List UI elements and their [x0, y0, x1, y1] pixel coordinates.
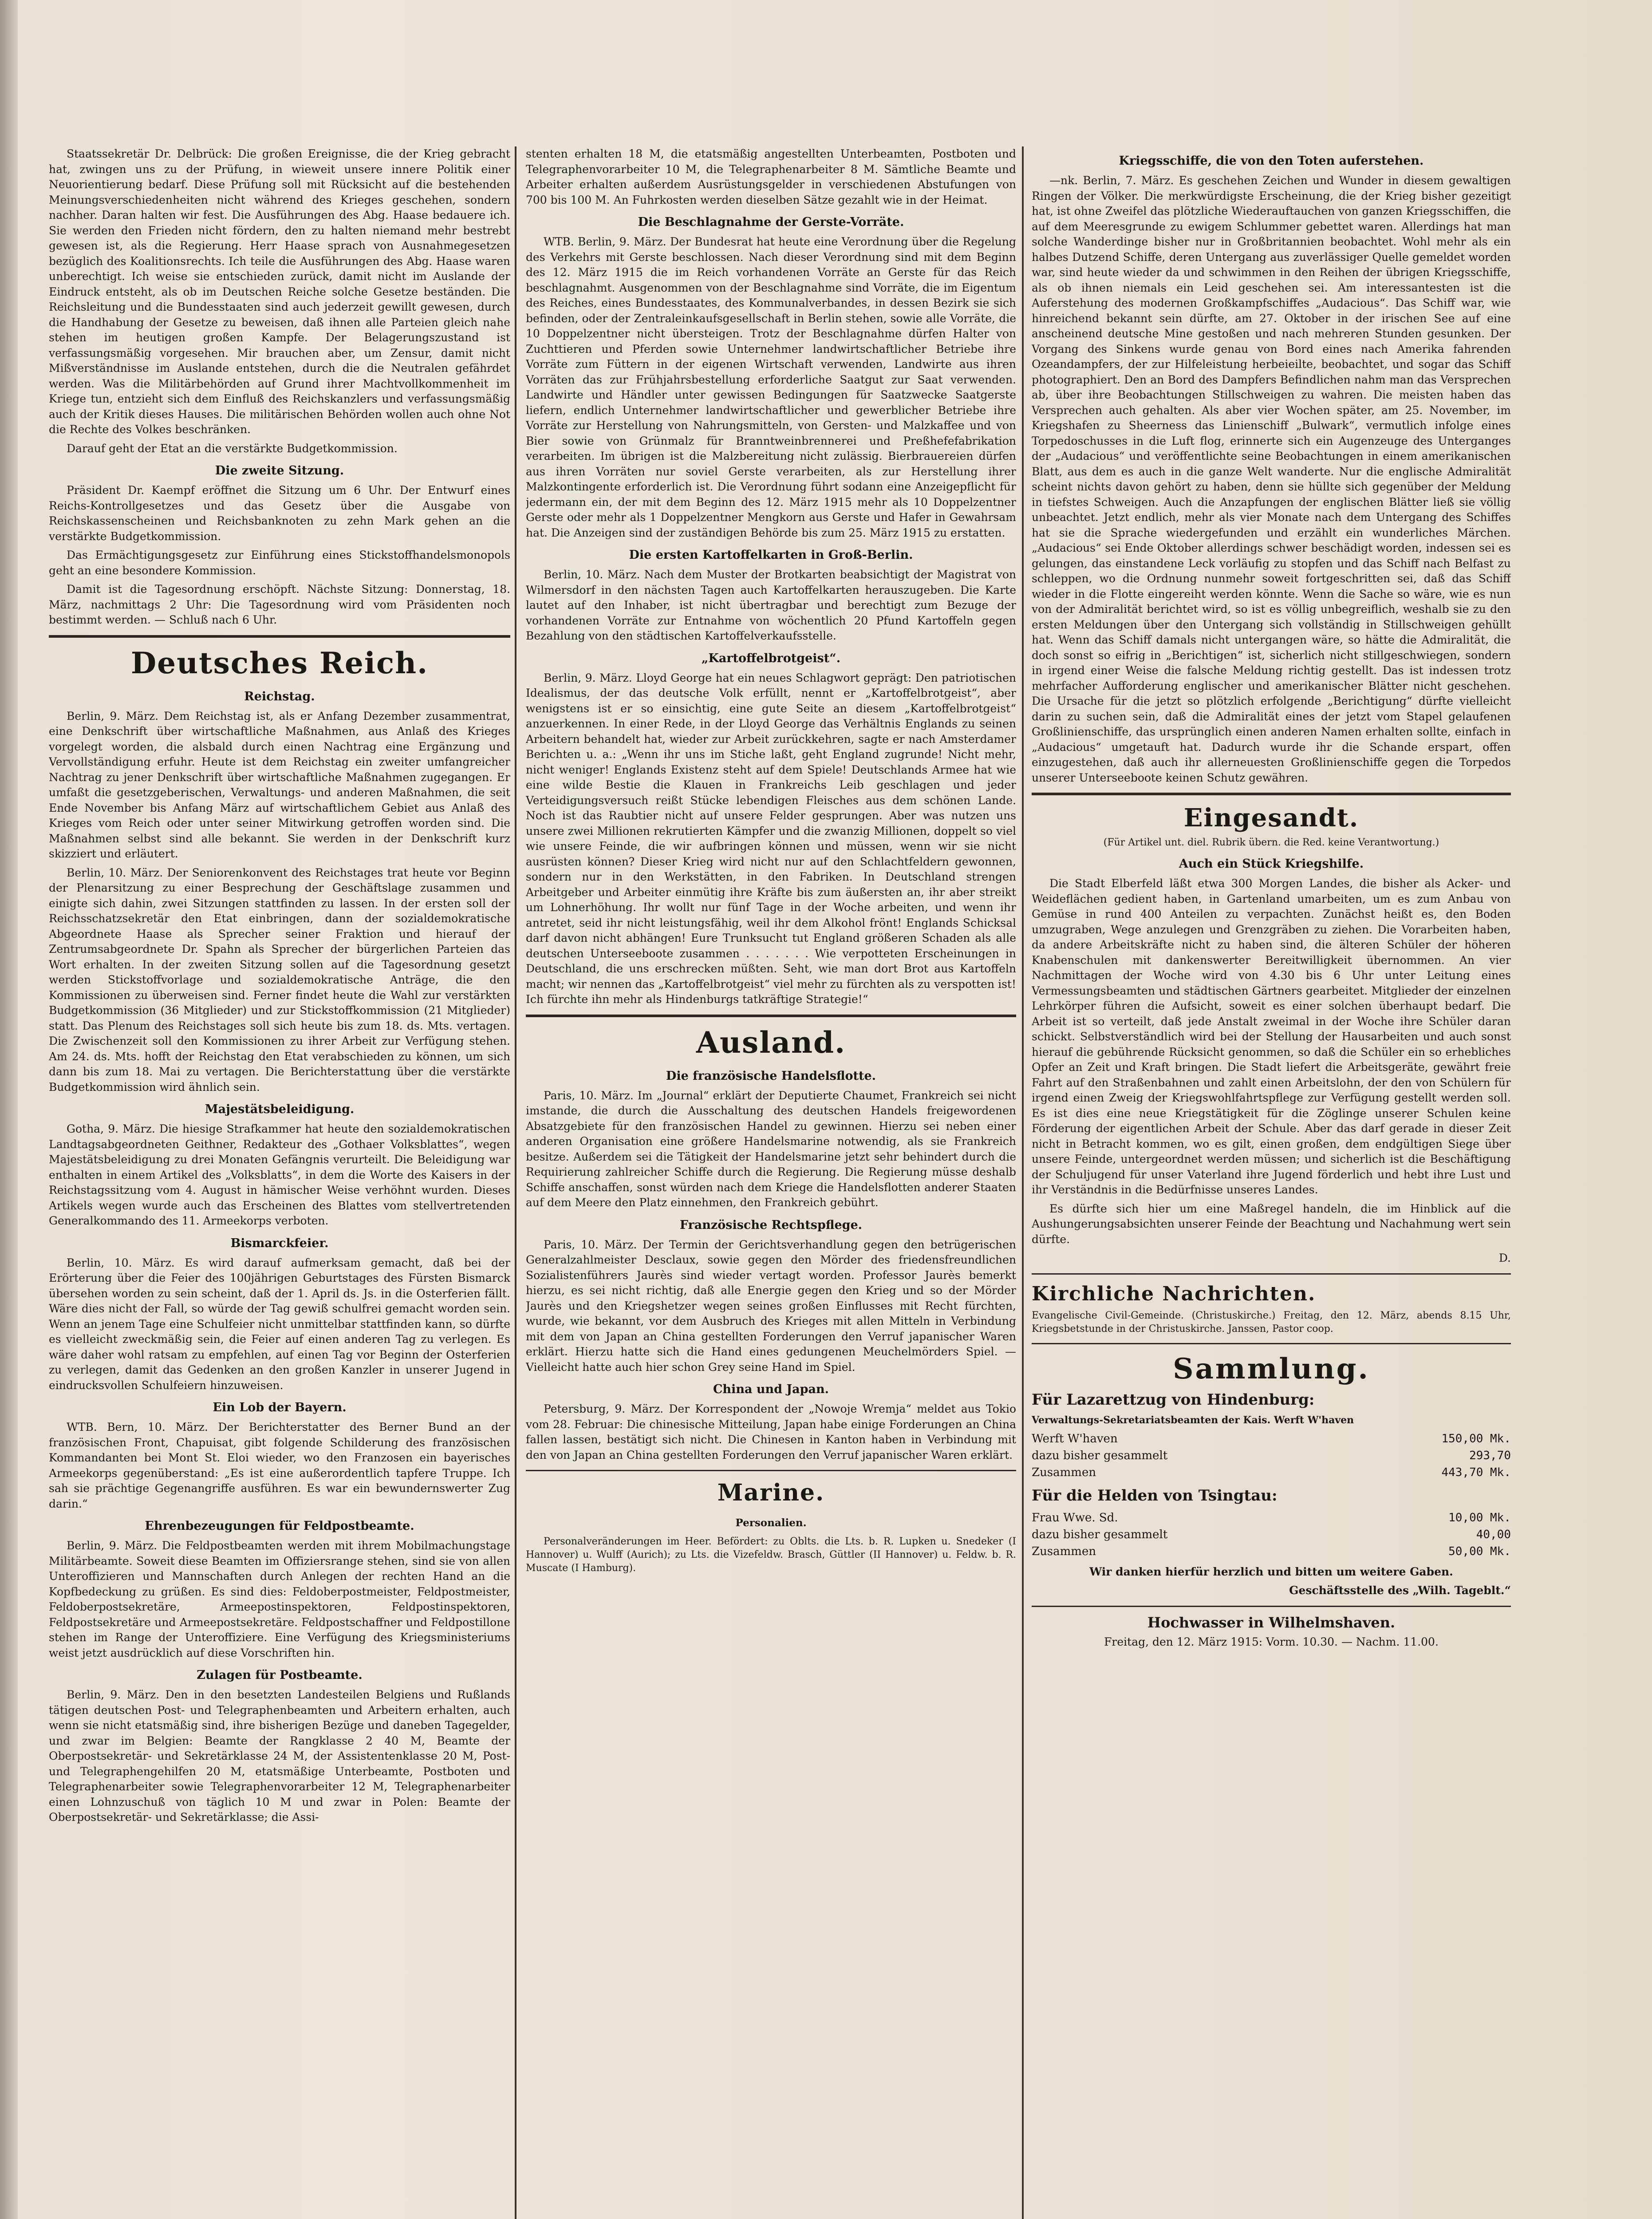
article-paragraph: Personalveränderungen im Heer. Befördert: zu Oblts. die Lts. b. R. Lupken u. Snedeker (I Hannover) u. Wulff (Aurich); zu Lts. die Vizefeldw. Brasch, Güttler (II Hannover) u. Feldw. b. R. Muscate (I Hamburg).	[526, 1536, 1016, 1574]
article-paragraph: Petersburg, 9. März. Der Korrespondent der „Nowoje Wremja“ meldet aus Tokio vom 28. Februar: Die chinesische Mitteilung, Japan habe einige Forderungen an China fallen lassen, bestätigt sich nicht. Die Chinesen in Kanton haben in Verbindung mit den von Japan an China gestellten Forderungen den Verruf japanischer Waren erklärt.	[526, 1402, 1016, 1461]
article-paragraph: Berlin, 9. März. Den in den besetzten Landesteilen Belgiens und Rußlands tätigen deutschen Post- und Telegraphenbeamten und Arbeitern erhalten, auch wenn sie nicht etatsmäßig sind, ihre bisherigen Bezüge und daneben Tagegelder, und zwar im Belgien: Beamte der Rangklasse 2 40 M, Beamte der Oberpostsekretär- und Sekretärklasse 24 M, der Assistentenklasse 20 M, Post- und Telegraphengehilfen 20 M, etatsmäßige Unterbeamte, Postboten und Telegraphenarbeiter sowie Telegraphenvorarbeiter 12 M, Telegraphenarbeiter einen Lohnzuschuß von täglich 10 M und zwar in Polen: Beamte der Oberpostsekretär- und Sekretärklasse; die Assi-	[49, 1688, 510, 1824]
article-paragraph: Die Stadt Elberfeld läßt etwa 300 Morgen Landes, die bisher als Acker- und Weideflächen gedient haben, in Gartenland umarbeiten, um es zum Anbau von Gemüse in rund 400 Anteilen zu verpachten. Zunächst heißt es, den Boden umzugraben, Wege anzulegen und Grenzgräben zu ziehen. Die Vorarbeiten haben, da andere Arbeitskräfte nicht zu haben sind, die älteren Schüler der höheren Knabenschulen mit dankenswerter Bereitwilligkeit übernommen. An vier Nachmittagen der Woche wird von 4.30 bis 6 Uhr unter Leitung eines Vermessungsbeamten und städtischen Gärtners gearbeitet. Mitglieder der einzelnen Lehrkörper führen die Aufsicht, soweit es einer solchen überhaupt bedarf. Die Arbeit ist so verteilt, daß jede Anstalt zweimal in der Woche ihre Schüler daran schickt. Selbstverständlich wird bei der Stellung der Hausarbeiten und auch sonst hierauf die gebührende Rücksicht genommen, so daß die Schüler ein so erhebliches Opfer an Zeit und Kraft bringen. Die Stadt liefert die Arbeitsgeräte, gewährt freie Fahrt auf den Straßenbahnen und zahlt einen Arbeitslohn, der den von Schülern für irgend einen Zweig der Kriegswohlfahrtspflege zur Verfügung gestellt werden soll. Es ist dies eine neue Kriegstätigkeit für die Zöglinge unserer Schulen keine Förderung der eigentlichen Arbeit der Schule. Aber das darf gerade in dieser Zeit nicht in Betracht kommen, wo es gilt, einen großen, dem endgültigen Siege über unsere Feinde, untergeordnet werden müssen; und sicherlich ist die Beschäftigung der Schuljugend für unser Vaterland ihre Jugend förderlich und hebt ihre Lust und ihr Verständnis in die Bedürfnisse unseres Landes.	[1032, 877, 1511, 1196]
article-paragraph: stenten erhalten 18 M, die etatsmäßig angestellten Unterbeamten, Postboten und Telegraphenvorarbeiter 10 M, die Telegraphenarbeiter 8 M. Sämtliche Beamte und Arbeiter erhalten außerdem Ausrüstungsgelder in verschiedenen Abstufungen von 700 bis 100 M. An Fuhrkosten werden dieselben Sätze gezahlt wie in der Heimat.	[526, 147, 1016, 206]
section-heading: „Kartoffelbrotgeist“.	[701, 651, 841, 665]
section-heading: Kriegsschiffe, die von den Toten auferstehen.	[1119, 154, 1424, 168]
article-paragraph: Berlin, 10. März. Es wird darauf aufmerksam gemacht, daß bei der Erörterung über die Feier des 100jährigen Geburtstages des Fürsten Bismarck übersehen worden zu sein scheint, daß der 1. April ds. Js. in die Osterferien fällt. Wäre dies nicht der Fall, so würde der Tag gewiß schulfrei gemacht worden sein. Wenn an jenem Tage eine Schulfeier nicht unmittelbar stattfinden kann, so dürfte es vielleicht zweckmäßig sein, die Feier auf einen anderen Tag zu verlegen. Es wäre daher wohl ratsam zu empfehlen, auf einen Tag vor Beginn der Osterferien zu verlegen, damit das Gedenken an den großen Kanzler in unserer Jugend in eindrucksvollen Schulfeiern hinzuweisen.	[49, 1256, 510, 1392]
collection-row: dazu bisher gesammelt 293,70	[1032, 1449, 1511, 1462]
section-heading: Die ersten Kartoffelkarten in Groß-Berlin.	[629, 548, 913, 562]
column-rule-1	[515, 146, 516, 2219]
section-heading: Reichstag.	[244, 689, 315, 703]
tide-times: Freitag, den 12. März 1915: Vorm. 10.30. — Nachm. 11.00.	[1104, 1635, 1439, 1648]
article-paragraph: WTB. Berlin, 9. März. Der Bundesrat hat heute eine Verordnung über die Regelung des Verkehrs mit Gerste beschlossen. Nach dieser Verordnung sind mit dem Beginn des 12. März 1915 die im Reich vorhandenen Vorräte an Gerste für das Reich beschlagnahmt. Ausgenommen von der Beschlagnahme sind Vorräte, die im Eigentum des Reiches, eines Bundesstaates, des Kommunalverbandes, in dessen Bezirk sie sich befinden, oder der Zentraleinkaufsgesellschaft in Berlin stehen, sowie alle Vorräte, die 10 Doppelzentner nicht übersteigen. Trotz der Beschlagnahme dürfen Halter von Zuchttieren und Pferden sowie Unternehmer landwirtschaftlicher Betriebe ihre Vorräte zum Füttern in der eigenen Wirtschaft verwenden, Landwirte aus ihren Vorräten das zur Frühjahrsbestellung erforderliche Saatgut zur Saat verwenden. Landwirte und Händler unter gewissen Bedingungen für Saatzwecke Saatgerste liefern, endlich Unternehmer landwirtschaftlicher und gewerblicher Betriebe ihre Vorräte zur Herstellung von Nahrungsmitteln, von Gersten- und Malzkaffee und von Bier sowie von Grünmalz für Branntweinbrennerei und Preßhefefabrikation verarbeiten. Im übrigen ist die Malzbereitung nicht zulässig. Bierbrauereien dürfen aus ihren Vorräten nur soviel Gerste verarbeiten, als zur Herstellung ihrer Malzkontingente erforderlich ist. Die Verordnung führt sodann eine Anzeigepflicht für jedermann ein, der mit dem Beginn des 12. März 1915 mehr als 10 Doppelzentner Gerste oder mehr als 1 Doppelzentner Mengkorn aus Gerste und Hafer in Gewahrsam hat. Die Anzeigen sind der zuständigen Behörde bis zum 25. März 1915 zu erstatten.	[526, 235, 1016, 539]
department-title: Marine.	[717, 1479, 825, 1506]
section-heading: Die französische Handelsflotte.	[666, 1069, 876, 1083]
article-paragraph: Berlin, 10. März. Nach dem Muster der Brotkarten beabsichtigt der Magistrat von Wilmersdorf in den nächsten Tagen auch Kartoffelkarten herauszugeben. Die Karte lautet auf den Inhaber, ist nicht übertragbar und berechtigt zum Bezuge der vorhandenen Vorräte zur Entnahme von wöchentlich 20 Pfund Kartoffeln gegen Bezahlung von den städtischen Kartoffelverkaufsstelle.	[526, 568, 1016, 642]
column-3	[1032, 146, 1511, 2219]
binding-shadow	[0, 0, 18, 2219]
section-rule	[1032, 1343, 1511, 1344]
church-notice: Evangelische Civil-Gemeinde. (Christuskirche.) Freitag, den 12. März, abends 8.15 Uhr, Kriegsbetstunde in der Christuskirche. Janssen, Pastor coop.	[1032, 1310, 1511, 1335]
article-paragraph: Das Ermächtigungsgesetz zur Einführung eines Stickstoffhandelsmonopols geht an eine besondere Kommission.	[49, 549, 510, 577]
article-paragraph: Gotha, 9. März. Die hiesige Strafkammer hat heute den sozialdemokratischen Landtagsabgeordneten Geithner, Redakteur des „Gothaer Volksblattes“, wegen Majestätsbeleidigung zu drei Monaten Gefängnis verurteilt. Die Beleidigung war enthalten in einem Artikel des „Volksblatts“, in dem die Worte des Kaisers in der Reichstagssitzung vom 4. August in hämischer Weise verhöhnt wurden. Dieses Artikels wegen wurde auch das Erscheinen des Blattes vom stellvertretenden Generalkommando des 11. Armeekorps verboten.	[49, 1122, 510, 1227]
section-heading: Zulagen für Postbeamte.	[197, 1668, 363, 1682]
collection-thanks: Wir danken hierfür herzlich und bitten um weitere Gaben.	[1089, 1565, 1453, 1578]
section-heading: Die Beschlagnahme der Gerste-Vorräte.	[638, 215, 904, 229]
department-title: Kirchliche Nachrichten.	[1032, 1282, 1316, 1305]
collection-donor: Verwaltungs-Sekretariatsbeamten der Kais. Werft W'haven	[1032, 1414, 1354, 1426]
article-paragraph: WTB. Bern, 10. März. Der Berichterstatter des Berner Bund an der französischen Front, Chapuisat, gibt folgende Schilderung des französischen Kommandanten bei Mont St. Eloi wieder, wo den Franzosen ein bayerisches Armeekorps gegenüberstand: „Es ist eine außerordentlich tapfere Truppe. Ich sah sie prächtige Gegenangriffe ausführen. Es war ein bewundernswerter Zug darin.“	[49, 1421, 510, 1510]
collection-list-tsingtau	[1032, 1509, 1511, 1560]
article-paragraph: Präsident Dr. Kaempf eröffnet die Sitzung um 6 Uhr. Der Entwurf eines Reichs-Kontrollgesetzes und das Gesetz über die Ausgabe von Reichskassenscheinen und Reichsbanknoten zu zehn Mark gehen an die verstärkte Budgetkommission.	[49, 484, 510, 543]
article-paragraph: Paris, 10. März. Im „Journal“ erklärt der Deputierte Chaumet, Frankreich sei nicht imstande, die durch die Ausschaltung des deutschen Handels freigewordenen Absatzgebiete für den französischen Handel zu gewinnen. Hierzu sei neben einer anderen Organisation eine größere Handelsmarine notwendig, als sie Frankreich besitze. Außerdem sei die Tätigkeit der Handelsmarine jetzt sehr behindert durch die Requirierung zahlreicher Schiffe durch die Regierung. Die Regierung müsse deshalb Schiffe anschaffen, sonst würden nach dem Kriege die Handelsflotten anderer Staaten auf dem Meere den Platz einnehmen, den Frankreich gebührt.	[526, 1089, 1016, 1209]
collection-row: Zusammen 50,00 Mk.	[1032, 1544, 1511, 1558]
column-rule-2	[1022, 146, 1024, 2219]
collection-heading: Für Lazarettzug von Hindenburg:	[1032, 1390, 1315, 1409]
section-heading: Ein Lob der Bayern.	[213, 1401, 347, 1414]
section-rule	[49, 635, 510, 638]
collection-list-lazarett	[1032, 1430, 1511, 1481]
section-rule	[526, 1470, 1016, 1471]
article-paragraph: Berlin, 9. März. Dem Reichstag ist, als er Anfang Dezember zusammentrat, eine Denkschrift über wirtschaftliche Maßnahmen, aus Anlaß des Krieges vorgelegt worden, die alsbald durch einen Nachtrag eine Ergänzung und Vervollständigung erfuhr. Heute ist dem Reichstag ein zweiter umfangreicher Nachtrag zu jener Denkschrift über wirtschaftliche Maßnahmen zugegangen. Er umfaßt die gesetzgeberischen, Verwaltungs- und anderen Maßnahmen, die seit Ende November bis Anfang März auf wirtschaftlichem Gebiet aus Anlaß des Krieges vom Reich oder unter seiner Mitwirkung getroffen worden sind. Die Maßnahmen selbst sind alle bekannt. Sie werden in der Denkschrift kurz skizziert und erläutert.	[49, 709, 510, 860]
section-rule	[1032, 1273, 1511, 1275]
department-title: Eingesandt.	[1183, 803, 1359, 833]
article-paragraph: Berlin, 9. März. Die Feldpostbeamten werden mit ihrem Mobilmachungstage Militärbeamte. Soweit diese Beamten im Offiziersrange stehen, sind sie von allen Unteroffizieren und Mannschaften durch Anlegen der rechten Hand an die Kopfbedeckung zu grüßen. Es sind dies: Feldoberpostmeister, Feldpostmeister, Feldoberpostsekretäre, Armeepostinspektoren, Feldpostinspektoren, Feldpostsekretäre und Armeepostsekretäre. Feldpostschaffner und Feldpostillone stehen im Range der Unteroffiziere. Eine Verfügung des Kriegsministeriums weist jetzt ausdrücklich auf diese Vorschriften hin.	[49, 1539, 510, 1659]
article-paragraph: Damit ist die Tagesordnung erschöpft. Nächste Sitzung: Donnerstag, 18. März, nachmittags 2 Uhr: Die Tagesordnung wird vom Präsidenten noch bestimmt werden. — Schluß nach 6 Uhr.	[49, 583, 510, 626]
section-rule	[1032, 793, 1511, 795]
section-rule	[1032, 1606, 1511, 1607]
section-heading: Personalien.	[735, 1517, 807, 1529]
section-heading: Auch ein Stück Kriegshilfe.	[1179, 857, 1364, 871]
section-heading: Die zweite Sitzung.	[215, 464, 344, 478]
department-title: Ausland.	[696, 1025, 846, 1060]
article-paragraph: Darauf geht der Etat an die verstärkte Budgetkommission.	[67, 442, 398, 455]
signature: D.	[1498, 1252, 1511, 1264]
disclaimer-note: (Für Artikel unt. diel. Rubrik übern. die Red. keine Verantwortung.)	[1103, 837, 1439, 848]
section-heading: Bismarckfeier.	[230, 1236, 329, 1250]
article-paragraph: Paris, 10. März. Der Termin der Gerichtsverhandlung gegen den betrügerischen Generalzahlmeister Desclaux, sowie gegen den Mörder des friedensfreundlichen Sozialistenführers Jaurès sind wieder vertagt worden. Professor Jaurès bemerkt hierzu, es sei nicht richtig, daß alle Energie gegen den Krieg und so der Mörder Jaurès und den Kriegshetzer wegen seines großen Einflusses mit Recht fürchten, wurde, wie bekannt, vor dem Ausbruch des Krieges mit allen Mitteln in Verbindung mit dem von Japan an China gestellten Forderungen den Verruf japanischer Waren erklärt. Hierzu hatte sich die Hand eines gedungenen Meuchelmörders Spiel. — Vielleicht hatte auch hier schon Grey seine Hand im Spiel.	[526, 1238, 1016, 1374]
section-heading: China und Japan.	[713, 1382, 829, 1396]
column-2	[526, 146, 1016, 2219]
section-heading: Ehrenbezeugungen für Feldpostbeamte.	[145, 1519, 414, 1533]
section-rule	[526, 1015, 1016, 1017]
article-paragraph: Staatssekretär Dr. Delbrück: Die großen Ereignisse, die der Krieg gebracht hat, zwingen uns zu der Prüfung, in wieweit unsere innere Politik einer Neuorientierung bedarf. Diese Prüfung soll mit Rücksicht auf die bestehenden Meinungsverschiedenheiten nicht während des Krieges geschehen, sondern nachher. Daran halten wir fest. Die Ausführungen des Abg. Haase bedauere ich. Sie werden den Frieden nicht fördern, den zu halten niemand mehr bestrebt gewesen ist, als die Regierung. Herr Haase sprach von Ausnahmegesetzen bezüglich des Koalitionsrechts. Ich teile die Ausführungen des Abg. Haase waren unberechtigt. Ich weise sie entschieden zurück, damit nicht im Auslande der Eindruck entsteht, als ob im Deutschen Reiche solche Gesetze beständen. Die Reichsleitung und die Bundesstaaten sind auch jederzeit gewillt gewesen, durch die Handhabung der Gesetze zu beweisen, daß ihnen alle Parteien gleich nahe stehen im heutigen großen Kampfe. Der Belagerungszustand ist verfassungsmäßig vorgesehen. Mir brauchen aber, um Zensur, damit nicht Mißverständnisse im Auslande entstehen, durch die die Neutralen gefährdet werden. Was die Militärbehörden auf Grund ihrer Machtvollkommenheit im Kriege tun, entzieht sich dem Einfluß des Reichskanzlers und verfassungsmäßig auch der Kritik dieses Hauses. Die militärischen Behörden wollen auch ohne Not die Rechte des Volkes beschränken.	[49, 147, 510, 436]
collection-row: Werft W'haven 150,00 Mk.	[1032, 1432, 1511, 1445]
collection-row: Frau Wwe. Sd. 10,00 Mk.	[1032, 1511, 1511, 1524]
collection-row: dazu bisher gesammelt 40,00	[1032, 1528, 1511, 1541]
collection-row: Zusammen 443,70 Mk.	[1032, 1465, 1511, 1479]
tide-title: Hochwasser in Wilhelmshaven.	[1147, 1614, 1396, 1631]
collection-office: Geschäftsstelle des „Wilh. Tageblt.“	[1289, 1584, 1511, 1597]
article-paragraph: Berlin, 10. März. Der Seniorenkonvent des Reichstages trat heute vor Beginn der Plenarsitzung zu einer Besprechung der Geschäftslage zusammen und einigte sich dahin, zwei Sitzungen stattfinden zu lassen. In der ersten soll der Reichsschatzsekretär den Etat einbringen, dann der sozialdemokratische Abgeordnete Haase als Sprecher seiner Fraktion und hierauf der Zentrumsabgeordnete Dr. Spahn als Sprecher der bürgerlichen Parteien das Wort erhalten. In der zweiten Sitzung sollen auf die Tagesordnung gesetzt werden Stickstoffvorlage und sozialdemokratische Anträge, die den Kommissionen zu überweisen sind. Ferner findet heute die Wahl zur verstärkten Budgetkommission (36 Mitglieder) und zur Stickstoffkommission (21 Mitglieder) statt. Das Plenum des Reichstages soll sich heute bis zum 18. ds. Mts. vertagen. Die Zwischenzeit soll den Kommissionen zu ihrer Arbeit zur Verfügung stehen. Am 24. ds. Mts. hofft der Reichstag den Etat verabschieden zu können, um sich dann bis zum 18. Mai zu vertagen. Die Berichterstattung über die verstärkte Budgetkommission wird ähnlich sein.	[49, 866, 510, 1094]
article-paragraph: Berlin, 9. März. Lloyd George hat ein neues Schlagwort geprägt: Den patriotischen Idealismus, der das deutsche Volk erfüllt, nennt er „Kartoffelbrotgeist“, aber wenigstens ist er so einsichtig, eine gute Seite an diesem „Kartoffelbrotgeist“ anzuerkennen. In einer Rede, in der Lloyd George das Verhältnis Englands zu seinen Arbeitern behandelt hat, wieder zur Arbeit zurückkehren, sagte er nach Amsterdamer Berichten u. a.: „Wenn ihr uns im Stiche laßt, geht England zugrunde! Nicht mehr, nicht weniger! Englands Existenz steht auf dem Spiele! Deutschlands Armee hat wie eine wilde Bestie die Klauen in Frankreichs Leib geschlagen und jeder Verteidigungsversuch reißt Stücke lebendigen Fleisches aus dem schönen Lande. Noch ist das Raubtier nicht auf unsere Felder gesprungen. Aber was nutzen uns unsere zwei Millionen rekrutierten Kämpfer und die zwanzig Millionen, doppelt so viel wie unsere Feinde, die wir aufbringen können und müssen, wenn wir sie nicht ausrüsten können? Dieser Krieg wird nicht nur auf den Schlachtfeldern gewonnen, sondern nur in den Werkstätten, in den Fabriken. In Deutschland strengen Arbeitgeber und Arbeiter einmütig ihre Kräfte bis zum äußersten an, ihr aber streikt um Lohnerhöhung. Ihr wollt nur fünf Tage in der Woche arbeiten, und wenn ihr antretet, seid ihr nicht leistungsfähig, weil ihr dem Alkohol frönt! Englands Schicksal darf davon nicht abhängen! Eure Trunksucht tut England größeren Schaden als alle deutschen Unterseeboote zusammen . . . . . . . Wie verpotteten Erscheinungen in Deutschland, die uns erschrecken müßten. Seht, wie man dort Brot aus Kartoffeln macht; wir nennen das „Kartoffelbrotgeist“ viel mehr zu fürchten als zu verspotten ist! Ich fürchte ihn mehr als Hindenburgs tatkräftige Strategie!“	[526, 671, 1016, 1006]
department-title: Deutsches Reich.	[130, 645, 429, 680]
column-1	[49, 146, 510, 2219]
section-heading: Französische Rechtspflege.	[679, 1218, 863, 1232]
collection-heading: Für die Helden von Tsingtau:	[1032, 1486, 1277, 1504]
article-paragraph: —nk. Berlin, 7. März. Es geschehen Zeichen und Wunder in diesem gewaltigen Ringen der Völker. Die merkwürdigste Erscheinung, die der Krieg bisher gezeitigt hat, ist ohne Zweifel das plötzliche Wiederauftauchen von ganzen Kriegsschiffen, die auf dem Meeresgrunde zu ewigem Schlummer gebettet waren. Allerdings hat man solche Wanderdinge bisher nur in Großbritannien beobachtet. Wohl mehr als ein halbes Dutzend Schiffe, deren Untergang aus zuverlässiger Quelle gemeldet worden war, sind heute wieder da und schwimmen in den Reihen der übrigen Kriegsschiffe, als ob ihnen niemals ein Leid geschehen sei. Am interessantesten ist die Auferstehung des modernen Großkampfschiffes „Audacious“. Das Schiff war, wie hinreichend bekannt sein dürfte, am 27. Oktober in der irischen See auf eine anscheinend deutsche Mine gestoßen und nach mehreren Stunden gesunken. Der Vorgang des Sinkens wurde genau von Bord eines nach Amerika fahrenden Ozeandampfers, der zur Hilfeleistung herbeieilte, beobachtet, und sogar das Schiff photographiert. Den an Bord des Dampfers Befindlichen nahm man das Versprechen ab, über ihre Beobachtungen Stillschweigen zu wahren. Die meisten haben das Versprechen auch gehalten. Als aber vier Wochen später, am 25. November, im Kriegshafen zu Sheerness das Linienschiff „Bulwark“, vermutlich infolge eines Torpedoschusses in die Luft flog, erinnerte sich ein Augenzeuge des Unterganges der „Audacious“ und veröffentlichte seine Beobachtungen in einem amerikanischen Blatt, aus dem es auch in die ganze Welt wanderte. Nur die englische Admiralität scheint nichts davon gehört zu haben, denn sie hüllte sich gegenüber der Meldung in tiefstes Schweigen. Auch die Anzapfungen der englischen Blätter ließ sie völlig unbeachtet. Jetzt endlich, mehr als vier Monate nach dem Untergang des Schiffes hat sie die Sprache wiedergefunden und erzählt ein wunderliches Märchen. „Audacious“ sei Ende Oktober allerdings schwer beschädigt worden, indessen sei es gelungen, das einstandene Leck vorläufig zu stopfen und das Schiff nach Belfast zu schleppen, wo die Ordnung nunmehr soweit fortgeschritten sei, daß das Schiff wieder in die Flotte eingereiht werden könnte. Wenn die Sache so wäre, wie es nun von der Admiralität berichtet wird, so ist es völlig unbegreiflich, weshalb sie zu den ersten Meldungen über den Untergang sich vollständig in Stillschweigen gehüllt hat. Wenn das Schiff damals nicht untergangen wäre, so hätte die Admiralität, die doch sonst so eifrig in „Berichtigen“ ist, sicherlich nicht stillgeschwiegen, sondern in irgend einer Weise die falsche Meldung richtig gestellt. Das ist indessen trotz mehrfacher Aufforderung englischer und amerikanischer Blätter nicht geschehen. Die Ursache für die jetzt so plötzlich erfolgende „Berichtigung“ dürfte vielleicht darin zu suchen sein, daß die Admiralität eines der jetzt vom Stapel gelaufenen Großlinienschiffe, das ursprünglich einen anderen Namen erhalten sollte, einfach in „Audacious“ umgetauft hat. Dadurch wurde ihr die Schande erspart, offen einzugestehen, daß auch ihr allerneuesten Großlinienschiffe gegen die Torpedos unserer Unterseeboote keinen Schutz gewähren.	[1032, 174, 1511, 784]
collection-title: Sammlung.	[1173, 1352, 1370, 1386]
section-heading: Majestätsbeleidigung.	[205, 1102, 355, 1116]
article-paragraph: Es dürfte sich hier um eine Maßregel handeln, die im Hinblick auf die Aushungerungsabsichten unserer Feinde der Beachtung und Nachahmung wert sein dürfte.	[1032, 1202, 1511, 1246]
